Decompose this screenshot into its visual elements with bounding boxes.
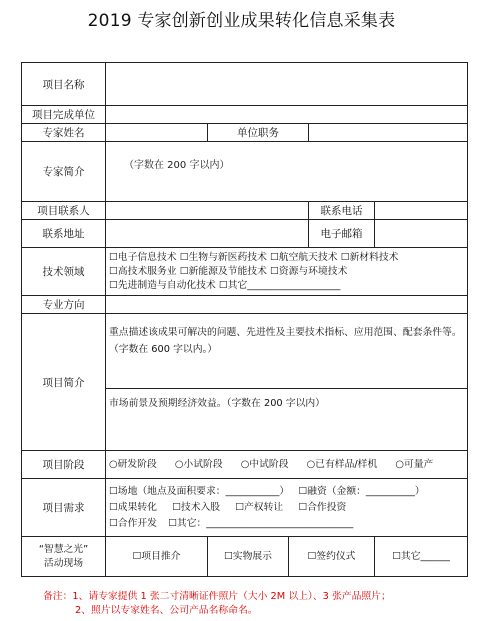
checkbox-activity-other[interactable]: ☐其它______ [375, 537, 468, 577]
position-field[interactable] [309, 124, 468, 142]
checkbox-new-energy[interactable]: ☐新能源及节能技术 [179, 265, 267, 277]
row-needs [22, 479, 468, 537]
form-title: 2019 专家创新创业成果转化信息采集表 [87, 11, 396, 31]
checkbox-venue[interactable]: ☐场地（地点及面积要求：___________） [109, 485, 290, 497]
checkbox-signing-ceremony[interactable]: ☐签约仪式 [289, 537, 375, 577]
checkbox-project-promotion[interactable]: ☐项目推介 [106, 537, 208, 577]
radio-pilot-small[interactable]: ○小试阶段 [174, 458, 223, 470]
activity-label [22, 537, 106, 577]
contact-phone-label: 联系电话 [309, 202, 375, 220]
info-collection-table [21, 62, 468, 577]
contact-person-label: 项目联系人 [22, 202, 106, 220]
row-address [22, 220, 468, 248]
checkbox-product-display[interactable]: ☐实物展示 [208, 537, 289, 577]
row-specialty [22, 296, 468, 314]
row-stage [22, 451, 468, 479]
checkbox-aerospace[interactable]: ☐航空航天技术 [270, 251, 338, 263]
row-project-name [22, 63, 468, 106]
project-intro-field[interactable]: 重点描述该成果可解决的问题、先进性及主要技术指标、应用范围、配套条件等。（字数在 600 字以内。） [106, 314, 468, 389]
market-prospect-field[interactable]: 市场前景及预期经济效益。（字数在 200 字以内） [106, 389, 468, 451]
expert-intro-field[interactable]: （字数在 200 字以内） [106, 142, 468, 202]
row-expert-name [22, 124, 468, 142]
checkbox-high-tech-services[interactable]: ☐高技术服务业 [109, 265, 177, 277]
contact-address-label: 联系地址 [22, 220, 106, 248]
checkbox-transfer[interactable]: ☐成果转化 [109, 501, 157, 513]
specialty-label: 专业方向 [22, 296, 106, 314]
row-project-unit [22, 106, 468, 124]
tech-field-line-2 [109, 265, 464, 279]
expert-intro-label: 专家简介 [22, 142, 106, 202]
tech-field-label: 技术领域 [22, 248, 106, 296]
row-tech-field [22, 248, 468, 296]
project-name-label: 项目名称 [22, 63, 106, 106]
radio-pilot-medium[interactable]: ○中试阶段 [240, 458, 289, 470]
tech-field-options [106, 248, 468, 296]
activity-label-line-2: 活动现场 [43, 557, 84, 569]
remark-line-1: 备注：1、请专家提供 1 张二寸清晰证件照片（大小 2M 以上）、3 张产品照片； [43, 591, 391, 602]
checkbox-biomedicine[interactable]: ☐生物与新医药技术 [179, 251, 267, 263]
radio-research[interactable]: ○研发阶段 [109, 458, 157, 470]
activity-label-line-1: “智慧之光” [38, 543, 89, 555]
remark-line-2: 2、照片以专家姓名、公司产品名称命名。 [75, 605, 258, 616]
needs-line-2 [109, 500, 464, 516]
project-intro-label: 项目简介 [22, 314, 106, 451]
radio-mass-production[interactable]: ○可量产 [395, 458, 434, 470]
checkbox-co-invest[interactable]: ☐合作投资 [298, 501, 347, 513]
expert-name-label: 专家姓名 [22, 124, 106, 142]
checkbox-co-develop[interactable]: ☐合作开发 [109, 517, 157, 529]
row-expert-intro [22, 142, 468, 202]
checkbox-financing[interactable]: ☐融资（金额：__________） [298, 485, 425, 497]
project-name-field[interactable] [106, 63, 468, 106]
tech-field-line-3 [109, 279, 464, 293]
needs-options [106, 479, 468, 537]
expert-name-field[interactable] [106, 124, 208, 142]
tech-field-line-1 [109, 251, 464, 265]
row-project-intro-1 [22, 314, 468, 389]
checkbox-resources-environment[interactable]: ☐资源与环境技术 [270, 265, 348, 277]
project-unit-label: 项目完成单位 [22, 106, 106, 124]
specialty-field[interactable] [106, 296, 468, 314]
needs-line-3 [109, 516, 464, 532]
email-field[interactable] [375, 220, 468, 248]
contact-address-field[interactable] [106, 220, 309, 248]
checkbox-electronic-info[interactable]: ☐电子信息技术 [109, 251, 177, 263]
project-unit-field[interactable] [106, 106, 468, 124]
contact-person-field[interactable] [106, 202, 309, 220]
stage-label: 项目阶段 [22, 451, 106, 479]
needs-label: 项目需求 [22, 479, 106, 537]
checkbox-tech-equity[interactable]: ☐技术入股 [172, 501, 221, 513]
checkbox-new-materials[interactable]: ☐新材料技术 [340, 251, 399, 263]
stage-options [106, 451, 468, 479]
position-label: 单位职务 [208, 124, 309, 142]
remarks [43, 590, 463, 618]
contact-phone-field[interactable] [375, 202, 468, 220]
checkbox-tech-other[interactable]: ☐其它___________________ [218, 279, 341, 291]
row-activity [22, 537, 468, 577]
row-contact [22, 202, 468, 220]
radio-sample[interactable]: ○已有样品/样机 [306, 458, 378, 470]
needs-line-1 [109, 484, 464, 500]
checkbox-needs-other[interactable]: ☐其它：______________________________ [168, 517, 354, 529]
checkbox-ip-transfer[interactable]: ☐产权转让 [235, 501, 284, 513]
checkbox-advanced-manufacturing[interactable]: ☐先进制造与自动化技术 [109, 279, 216, 291]
email-label: 电子邮箱 [309, 220, 375, 248]
